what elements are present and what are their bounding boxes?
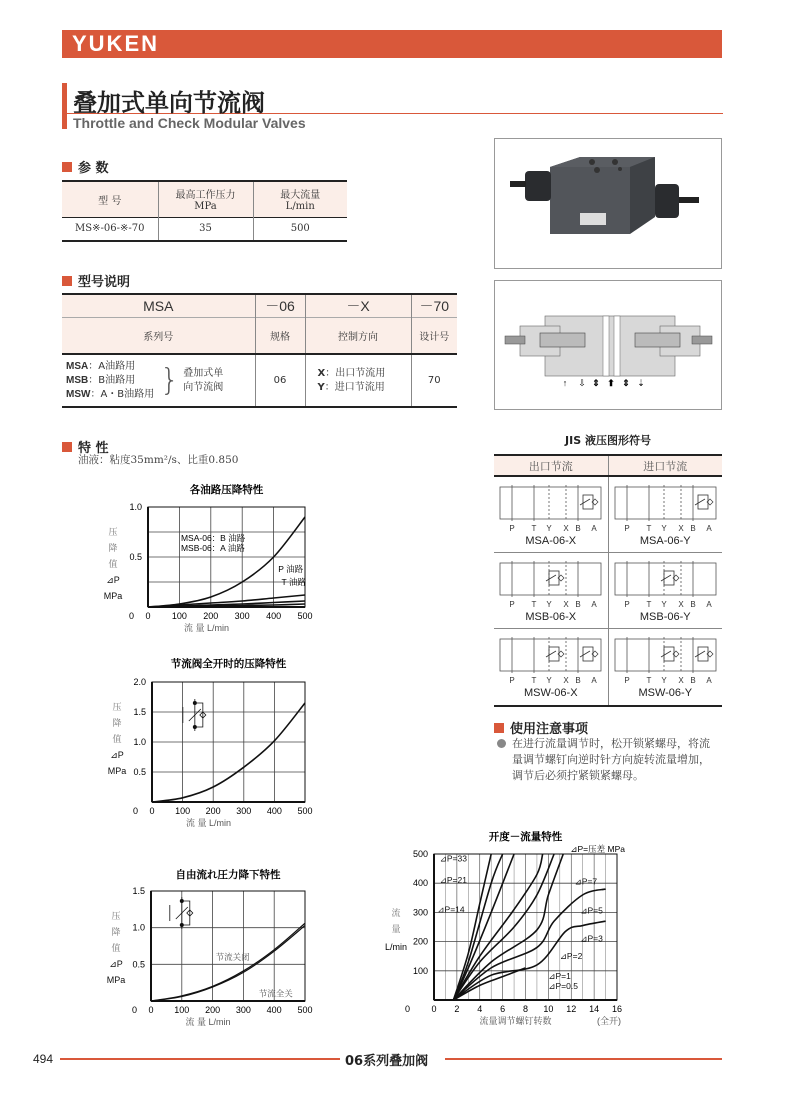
svg-text:⊿P: ⊿P — [106, 575, 120, 585]
svg-text:流 量 L/min: 流 量 L/min — [185, 818, 232, 828]
page-title: 叠加式单向节流阀 — [73, 89, 265, 117]
svg-text:P: P — [509, 676, 515, 685]
svg-text:MPa: MPa — [103, 591, 123, 601]
svg-text:B: B — [689, 524, 696, 533]
section-marker-icon — [494, 723, 504, 733]
jis-symbol-cell — [609, 477, 723, 552]
jis-symbol-label: MSB-06-X — [525, 611, 577, 623]
svg-text:100: 100 — [175, 806, 191, 816]
svg-text:P: P — [623, 600, 630, 609]
svg-text:12: 12 — [566, 1004, 577, 1014]
jis-symbol-label: MSA-06-Y — [639, 535, 691, 547]
svg-text:300: 300 — [234, 611, 250, 621]
svg-text:10: 10 — [543, 1004, 554, 1014]
svg-text:↑: ↑ — [562, 378, 568, 388]
svg-text:0: 0 — [148, 1005, 154, 1015]
svg-text:2: 2 — [454, 1004, 460, 1014]
svg-text:500: 500 — [297, 1005, 313, 1015]
check-throttle-symbol-icon — [170, 897, 193, 929]
svg-text:⇕: ⇕ — [592, 378, 600, 388]
chart-pressure-drop-ports — [100, 483, 330, 633]
footer-rule-right — [445, 1058, 722, 1060]
svg-text:压: 压 — [108, 527, 118, 537]
svg-text:0: 0 — [128, 611, 134, 621]
svg-text:节流阀全开时的压降特性: 节流阀全开时的压降特性 — [170, 658, 287, 670]
col-flow: 最大流量 L/min — [253, 181, 347, 217]
svg-text:降: 降 — [108, 543, 118, 553]
svg-text:降: 降 — [111, 927, 121, 937]
jis-symbol-label: MSW-06-Y — [638, 687, 693, 699]
svg-text:开度－流量特性: 开度－流量特性 — [488, 831, 563, 843]
svg-text:MSA-06：B 油路: MSA-06：B 油路 — [180, 533, 246, 543]
svg-text:流 量 L/min: 流 量 L/min — [185, 1017, 231, 1027]
jis-symbol-cell — [494, 629, 609, 705]
svg-text:0: 0 — [131, 1005, 137, 1015]
svg-text:B: B — [575, 524, 581, 533]
svg-text:Y: Y — [660, 524, 667, 533]
svg-text:L/min: L/min — [384, 942, 408, 952]
caution-note: 在进行流量调节时，松开锁紧螺母，将流 量调节螺钉向逆时针方向旋转流量增加， 调节后必须拧紧锁紧螺母。 — [497, 736, 727, 784]
section-marker-icon — [62, 442, 72, 452]
svg-text:6: 6 — [500, 1004, 506, 1014]
title-accent-bar — [62, 83, 67, 129]
svg-text:400: 400 — [266, 1005, 282, 1015]
section-marker-icon — [62, 276, 72, 286]
check-throttle-symbol-icon — [183, 699, 206, 731]
direction-cell: X：出口节流用 Y：进口节流用 — [305, 354, 411, 407]
svg-text:500: 500 — [297, 806, 313, 816]
svg-text:300: 300 — [235, 1005, 251, 1015]
svg-text:1.5: 1.5 — [133, 707, 146, 717]
jis-symbol-cell — [609, 629, 723, 705]
svg-text:T: T — [646, 524, 651, 533]
svg-text:P: P — [509, 600, 515, 609]
svg-text:⇩: ⇩ — [578, 378, 586, 388]
chart-free-flow-pressure — [100, 866, 330, 1031]
svg-text:流量调节螺钉转数: 流量调节螺钉转数 — [479, 1016, 552, 1026]
page-subtitle: Throttle and Check Modular Valves — [73, 115, 306, 131]
svg-text:Y: Y — [660, 676, 667, 685]
svg-text:500: 500 — [412, 849, 428, 859]
page-number: 494 — [33, 1052, 54, 1066]
svg-text:流: 流 — [391, 908, 401, 918]
col-model: 型 号 — [62, 181, 158, 217]
svg-text:P: P — [623, 676, 630, 685]
svg-text:P: P — [623, 524, 630, 533]
svg-text:14: 14 — [589, 1004, 600, 1014]
section-marker-icon — [62, 162, 72, 172]
svg-text:16: 16 — [611, 1004, 623, 1014]
svg-text:值: 值 — [111, 943, 121, 953]
section-caution-heading: 使用注意事项 — [494, 718, 588, 737]
svg-text:A: A — [705, 676, 712, 685]
brand-logo: YUKEN — [72, 31, 160, 56]
jis-title: JIS 液压图形符号 — [565, 434, 651, 447]
svg-text:⊿P=1: ⊿P=1 — [548, 970, 571, 981]
svg-text:A: A — [591, 600, 597, 609]
svg-text:0: 0 — [132, 806, 138, 816]
svg-text:X: X — [563, 524, 569, 533]
jis-symbol-label: MSW-06-X — [523, 687, 578, 699]
svg-text:Y: Y — [546, 524, 552, 533]
svg-text:⊿P=压差 MPa: ⊿P=压差 MPa — [570, 844, 625, 854]
svg-text:⊿P=21: ⊿P=21 — [439, 875, 467, 886]
svg-text:A: A — [705, 600, 712, 609]
svg-text:100: 100 — [412, 965, 428, 976]
svg-text:P: P — [509, 524, 515, 533]
table-row: MS※-06-※-70 35 500 — [62, 217, 347, 241]
svg-text:⇕: ⇕ — [622, 378, 630, 388]
svg-text:0: 0 — [145, 611, 151, 621]
svg-text:节流全关: 节流全关 — [258, 988, 293, 999]
section-drawing — [494, 280, 722, 410]
svg-text:X: X — [677, 676, 684, 685]
svg-text:各油路压降特性: 各油路压降特性 — [189, 484, 264, 496]
svg-text:500: 500 — [297, 611, 313, 621]
section-characteristics-heading: 特 性 — [62, 437, 109, 456]
svg-text:B: B — [575, 600, 581, 609]
svg-text:B: B — [575, 676, 581, 685]
svg-text:⬆: ⬆ — [607, 378, 615, 388]
svg-text:MSB-06：A 油路: MSB-06：A 油路 — [180, 543, 245, 553]
product-photo — [494, 138, 722, 269]
svg-text:200: 200 — [412, 936, 428, 947]
svg-text:A: A — [705, 524, 712, 533]
col-pressure: 最高工作压力 MPa — [158, 181, 253, 217]
svg-text:1.0: 1.0 — [132, 922, 145, 933]
series-cell: MSA：A油路用 MSB：B油路用 MSW：A・B油路用 } 叠加式单 向节流阀 — [66, 360, 224, 400]
jis-symbol-cell — [494, 553, 609, 628]
svg-text:1.0: 1.0 — [129, 502, 142, 512]
svg-text:X: X — [563, 676, 569, 685]
chart-throttle-open-pressure — [100, 655, 330, 830]
svg-text:T 油路: T 油路 — [281, 577, 306, 587]
svg-text:压: 压 — [112, 702, 122, 712]
svg-text:B: B — [689, 600, 696, 609]
brand-bar — [62, 30, 722, 58]
svg-text:A: A — [591, 524, 597, 533]
svg-text:T: T — [646, 676, 651, 685]
svg-text:0: 0 — [404, 1004, 410, 1014]
footer-rule-left — [60, 1058, 340, 1060]
svg-text:4: 4 — [477, 1004, 483, 1014]
footer-section: 06系列叠加阀 — [345, 1054, 429, 1069]
svg-text:0.5: 0.5 — [133, 767, 146, 777]
svg-text:400: 400 — [266, 806, 282, 816]
svg-text:值: 值 — [112, 734, 122, 744]
svg-text:节流关闭: 节流关闭 — [215, 951, 250, 962]
svg-text:100: 100 — [174, 1005, 190, 1015]
svg-text:P 油路: P 油路 — [278, 564, 304, 574]
svg-text:2.0: 2.0 — [133, 677, 146, 687]
svg-text:200: 200 — [203, 611, 219, 621]
svg-text:A: A — [591, 676, 597, 685]
svg-text:⊿P=2: ⊿P=2 — [559, 951, 583, 962]
svg-text:MPa: MPa — [107, 766, 127, 776]
svg-text:200: 200 — [205, 1005, 221, 1015]
section-specs-heading: 参 数 — [62, 157, 109, 176]
svg-text:MPa: MPa — [106, 975, 126, 985]
svg-text:⊿P=0.5: ⊿P=0.5 — [548, 980, 578, 991]
svg-text:B: B — [689, 676, 696, 685]
svg-text:(全开): (全开) — [597, 1016, 621, 1026]
svg-text:0.5: 0.5 — [132, 959, 145, 970]
svg-text:300: 300 — [236, 806, 252, 816]
svg-text:Y: Y — [546, 600, 552, 609]
svg-text:T: T — [646, 600, 651, 609]
svg-text:1.0: 1.0 — [133, 737, 146, 747]
svg-text:量: 量 — [391, 924, 401, 934]
svg-text:X: X — [677, 524, 684, 533]
svg-text:0: 0 — [149, 806, 155, 816]
svg-text:⊿P=33: ⊿P=33 — [439, 853, 467, 864]
svg-text:T: T — [531, 600, 537, 609]
svg-text:自由流れ圧力降下特性: 自由流れ圧力降下特性 — [175, 869, 281, 881]
svg-text:⇣: ⇣ — [637, 378, 645, 388]
svg-text:300: 300 — [412, 907, 428, 918]
oil-note: 油液：粘度35mm²/s、比重0.850 — [78, 454, 239, 466]
svg-text:T: T — [531, 524, 537, 533]
specs-table — [62, 180, 347, 242]
chart-opening-flow — [380, 828, 630, 1033]
svg-text:⊿P: ⊿P — [109, 959, 123, 969]
svg-text:⊿P=3: ⊿P=3 — [580, 933, 603, 944]
jis-symbol-cell — [609, 553, 723, 628]
svg-text:400: 400 — [266, 611, 282, 621]
svg-text:400: 400 — [412, 878, 428, 889]
svg-text:⊿P: ⊿P — [110, 750, 124, 760]
svg-text:流 量 L/min: 流 量 L/min — [183, 623, 230, 633]
section-model-heading: 型号说明 — [62, 271, 130, 290]
svg-text:0: 0 — [431, 1004, 437, 1014]
svg-text:T: T — [531, 676, 537, 685]
svg-text:1.5: 1.5 — [132, 886, 145, 896]
svg-text:100: 100 — [171, 611, 187, 621]
svg-text:⊿P=14: ⊿P=14 — [437, 904, 465, 915]
svg-text:X: X — [563, 600, 569, 609]
svg-text:⊿P=7: ⊿P=7 — [574, 876, 598, 887]
jis-symbol-label: MSA-06-X — [525, 535, 577, 547]
svg-text:压: 压 — [111, 911, 121, 921]
model-code-table: MSA －06 －X －70 系列号 规格 控制方向 设计号 MSA：A油路用 MSB：B油路用 MSW：A・B油路用 } 叠加式单 向节流阀 06 X：出口节流用 Y：进口节流用 70 — [62, 293, 457, 408]
svg-text:0.5: 0.5 — [129, 552, 142, 562]
svg-text:Y: Y — [660, 600, 667, 609]
svg-text:降: 降 — [112, 718, 122, 728]
jis-symbol-cell — [494, 477, 609, 552]
svg-text:X: X — [677, 600, 684, 609]
svg-text:8: 8 — [522, 1004, 529, 1014]
bullet-icon — [497, 739, 506, 748]
svg-text:200: 200 — [205, 806, 221, 816]
svg-text:Y: Y — [546, 676, 552, 685]
svg-text:值: 值 — [108, 559, 118, 569]
svg-text:⊿P=5: ⊿P=5 — [580, 905, 603, 916]
jis-symbol-label: MSB-06-Y — [639, 611, 691, 623]
jis-symbol-table: 出口节流 进口节流 P T Y X B A MSA-06-X P T Y X B A MSA-06-Y P T Y X B A MSB-06-X P T Y X B A MSB-06-Y P T Y X B A MSW-06-X P T Y X B A MSW-06-Y — [494, 454, 722, 707]
